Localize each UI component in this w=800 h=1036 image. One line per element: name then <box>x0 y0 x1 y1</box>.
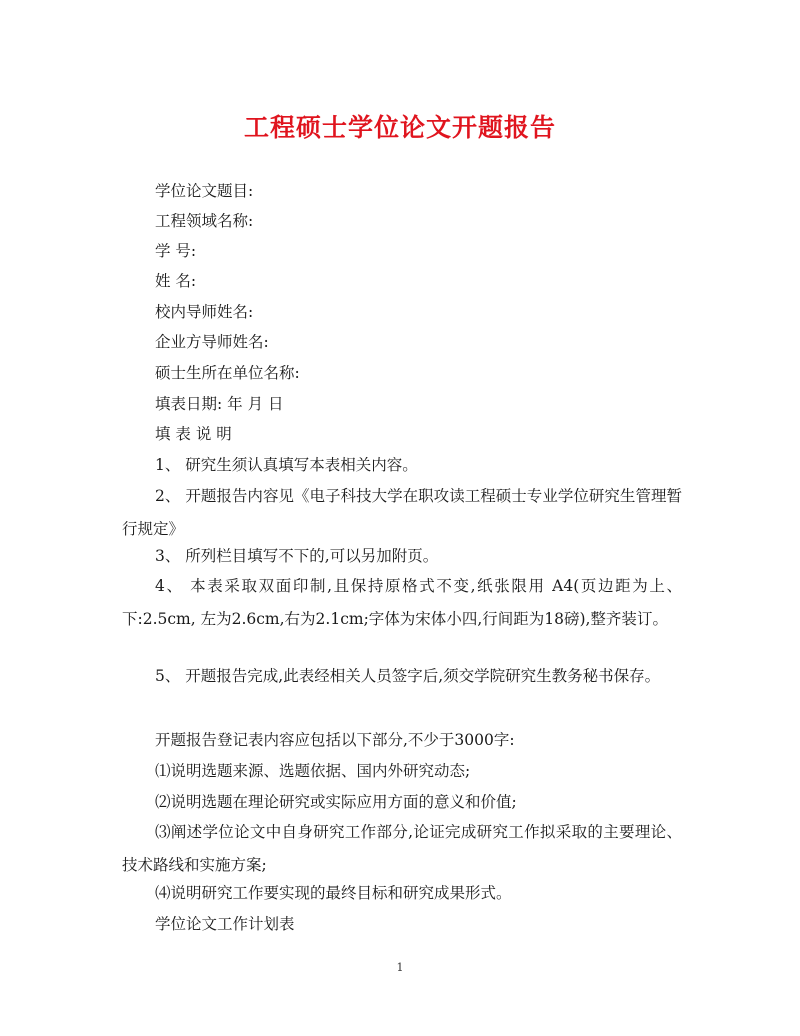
document-title: 工程硕士学位论文开题报告 <box>243 113 556 142</box>
field-fill-date: 填表日期: 年 月 日 <box>155 395 284 413</box>
content-item-4: ⑷说明研究工作要实现的最终目标和研究成果形式。 <box>155 884 512 902</box>
instruction-5: 5、 开题报告完成,此表经相关人员签字后,须交学院研究生教务秘书保存。 <box>155 667 661 685</box>
field-engineering-domain: 工程领域名称: <box>155 212 254 230</box>
plan-heading: 学位论文工作计划表 <box>155 915 295 933</box>
field-student-id: 学 号: <box>155 242 197 260</box>
instruction-2: 2、 开题报告内容见《电子科技大学在职攻读工程硕士专业学位研究生管理暂行规定》 <box>122 487 682 538</box>
field-enterprise-supervisor: 企业方导师姓名: <box>155 333 269 351</box>
field-name: 姓 名: <box>155 272 197 290</box>
field-thesis-title: 学位论文题目: <box>155 182 254 200</box>
instructions-heading: 填 表 说 明 <box>155 425 232 443</box>
content-item-2: ⑵说明选题在理论研究或实际应用方面的意义和价值; <box>155 793 517 811</box>
field-employer: 硕士生所在单位名称: <box>155 364 300 382</box>
instruction-4: 4、 本表采取双面印制,且保持原格式不变,纸张限用 A4(页边距为上、下:2.5cm, 左为2.6cm,右为2.1cm;字体为宋体小四,行间距为18磅),整齐装订。 <box>122 577 682 628</box>
field-internal-supervisor: 校内导师姓名: <box>155 303 254 321</box>
content-item-3: ⑶阐述学位论文中自身研究工作部分,论证完成研究工作拟采取的主要理论、技术路线和实施方案; <box>122 823 682 874</box>
instruction-3: 3、 所列栏目填写不下的,可以另加附页。 <box>155 547 439 565</box>
content-item-1: ⑴说明选题来源、选题依据、国内外研究动态; <box>155 762 471 780</box>
instruction-1: 1、 研究生须认真填写本表相关内容。 <box>155 456 418 474</box>
page-number: 1 <box>396 961 404 974</box>
content-intro: 开题报告登记表内容应包括以下部分,不少于3000字: <box>155 731 515 749</box>
